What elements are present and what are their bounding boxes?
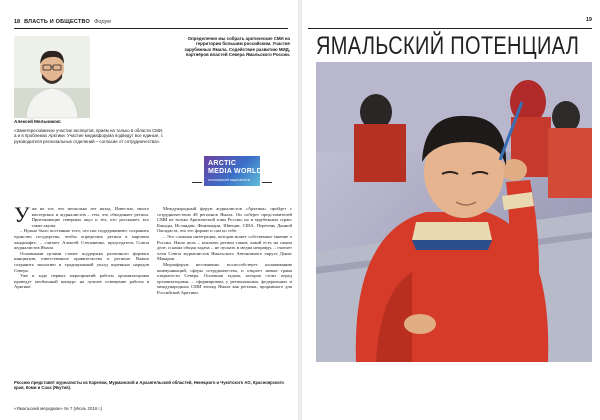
headline: ЯМАЛЬСКИЙ ПОТЕНЦИАЛ [316, 32, 580, 60]
article-paragraph: – Это сложная интеграция, которая может собственное мнение о России. Наша цель – показать регион таким, какой есть на самом деле, и наша общая задача – не пускать в медиа неправду, – считает член Союза журналистов Ямальского Автономного округа Денис Макаров. [157, 233, 292, 262]
arctic-media-world-logo [196, 152, 268, 194]
page-number-left: 18 [14, 19, 21, 25]
page-number-right: 19 [585, 17, 592, 23]
article-paragraph: Международный форум журналистов «Арктика» пройдет с сотрудничеством 48 регионов Ямала. Он соберет представителей СМИ не только Арктической зоны России, но и зарубежных стран: Канады, Исландии, Финляндии, Швеции, США. Перечень Данной Оксидаста, что его формат и сам по себе. [157, 206, 292, 234]
subsection-title: Форум [94, 19, 111, 25]
logo-text-media-world: MEDIA WORLD [208, 168, 262, 175]
classroom-photo [316, 62, 592, 420]
logo-text-subtitle: ОКСФИРДСКИЙ МЕДИАФОРУМ [208, 178, 251, 182]
intro-text: Определенно мы собрать арктические СМИ на территории большим российским. Участие зарубежных Ямала. Содействие развитию МИД, партнёров властей Севера Ямальского России. [184, 36, 290, 58]
article-paragraph: – Нужно было постоянно того, что нас поддерживают, сохранить единство государства, чтобы определить регион в мировом ландшафте, – считает Алексей Степаненко, председатель Союза журналистов Ямала. [14, 228, 149, 251]
logo-rule-left [192, 182, 202, 183]
article-paragraph: Уже не тот, что несколько лет назад. Известно, много мастерских и журналистов – тем, что объединяет регион. Приезжающие северных акул и тех, кто расскажет, кто такие акулы. [14, 202, 149, 228]
logo-rule-right [262, 182, 272, 183]
logo-text-arctic: ARCTIC [208, 160, 237, 167]
magazine-footer: «Ямальский меридиан» № 7 (Июль 2016 г.) [14, 406, 103, 411]
photo-credit: Фото Андрей Ясный [584, 388, 588, 420]
footnote: Россию представят журналисты из Карелии, Мурманской и Архангельской областей, Ненецкого и Чукотского АО, Красноярского края, Коми и Саха (Якутия). [14, 380, 284, 390]
drop-cap: У [14, 202, 30, 227]
article-paragraph: Уже в ходе первых мероприятий работы организаторами проведут необычный конкурс на лучшее освещение работы в Арктике. [14, 273, 149, 290]
section-title: ВЛАСТЬ И ОБЩЕСТВО [24, 19, 91, 25]
right-page [304, 0, 600, 420]
article-paragraph: Медиафорум несомненно поспособствует налаживанию коммуникаций, сферы сотрудничества, и откроет новые грани открытости Севера. Основная задача, которая стоит перед организаторами, – сформировать у региональных, федеральных и международных СМИ взгляд Ямала как региона, прорывного для Российской Арктики. [157, 261, 292, 295]
speaker-name: Алексей Мельников: [14, 119, 62, 124]
header-rule-left [14, 28, 288, 29]
speaker-photo [14, 36, 90, 118]
page-gutter [298, 0, 302, 420]
header-rule-right [308, 28, 592, 29]
left-header [14, 17, 288, 27]
speaker-quote: «Заинтересованное участие экспертов, приём на только в области СМИ, а и в проблемах Арктики. Участие медиафорума подведут все единые, с руководителя региональных отделений – согласие от сотрудничества». [14, 128, 164, 144]
article-body [14, 202, 292, 372]
left-page [0, 0, 296, 420]
article-paragraph: Основными целями станет поддержка различного формата инициатив, ответственное правительство в регионе. Важно сохранить экологию и традиционный уклад коренных народов Севера. [14, 250, 149, 273]
